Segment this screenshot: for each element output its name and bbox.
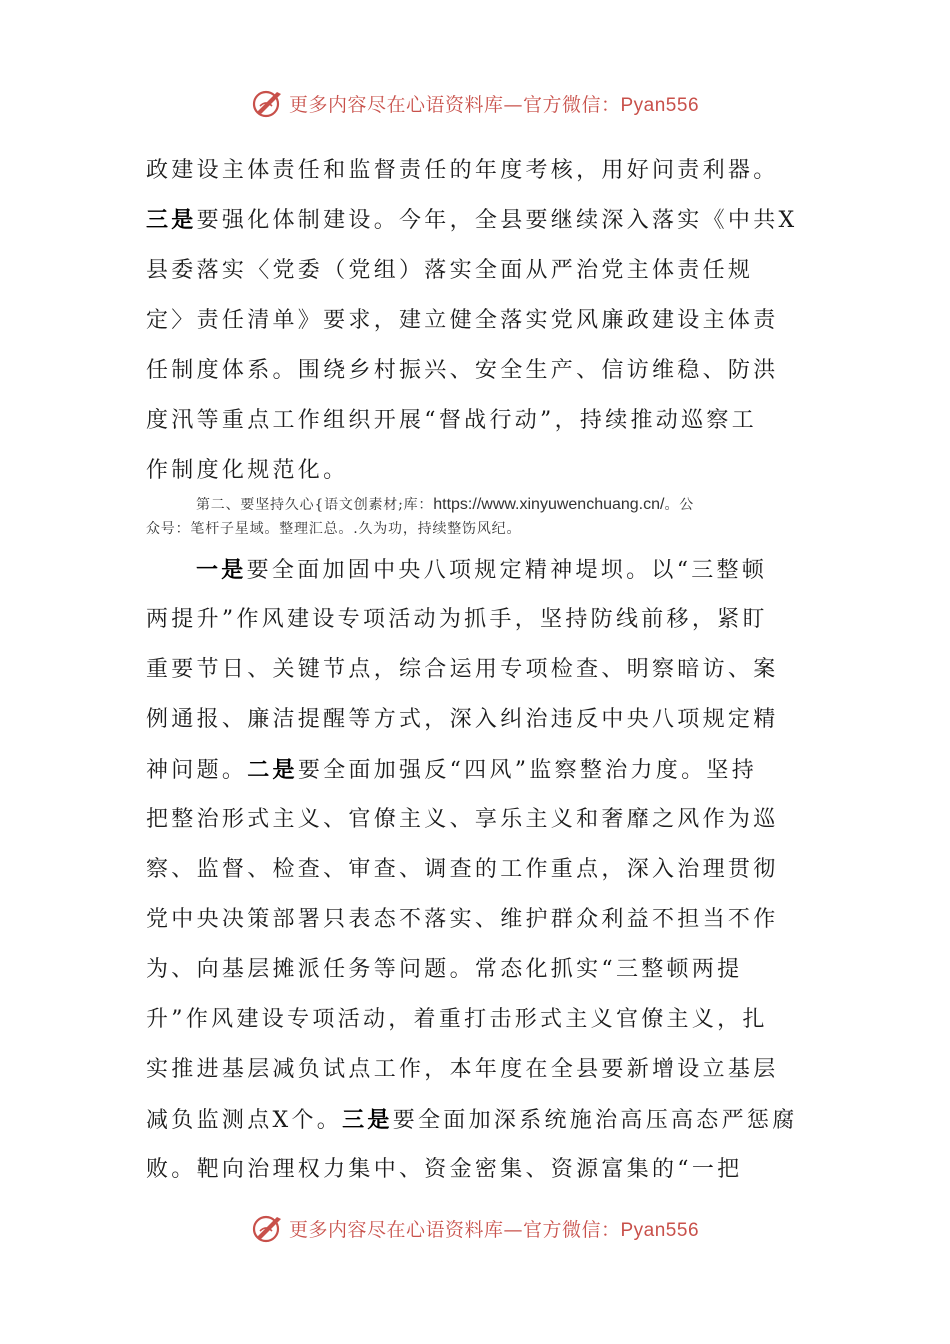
- body-line: 定〉责任清单》要求，建立健全落实党风廉政建设主体责: [146, 308, 779, 333]
- body-line: 败。靶向治理权力集中、资金密集、资源富集的“一把: [146, 1157, 743, 1182]
- header-banner: [0, 83, 950, 123]
- body-line: 把整治形式主义、官僚主义、享乐主义和奢靡之风作为巡: [146, 807, 779, 832]
- body-line: 政建设主体责任和监督责任的年度考核，用好问责利器。: [146, 158, 779, 183]
- body-line: 县委落实〈党委（党组）落实全面从严治党主体责任规: [146, 258, 754, 283]
- banner-text: 更多内容尽在心语资料库—官方微信：Pyan556: [288, 1218, 700, 1241]
- pen-logo-icon: [251, 86, 285, 120]
- body-line: 任制度体系。围绕乡村振兴、安全生产、信访维稳、防洪: [146, 358, 779, 383]
- body-line: 党中央决策部署只表态不落实、维护群众利益不担当不作: [146, 907, 779, 932]
- body-line: 度汛等重点工作组织开展“督战行动”，持续推动巡察工: [146, 408, 757, 433]
- body-line: 两提升”作风建设专项活动为抓手，坚持防线前移，紧盯: [146, 607, 768, 632]
- footer-banner: [0, 1208, 950, 1248]
- body-line: 三是要强化体制建设。今年，全县要继续深入落实《中共X: [146, 207, 798, 233]
- body-line: 升”作风建设专项活动，着重打击形式主义官僚主义，扎: [146, 1007, 768, 1032]
- body-line: 实推进基层减负试点工作，本年度在全县要新增设立基层: [146, 1057, 779, 1082]
- body-line: 减负监测点X个。三是要全面加深系统施治高压高态严惩腐: [146, 1107, 798, 1133]
- wechat-id: Pyan556: [620, 1219, 700, 1241]
- body-line: 为、向基层摊派任务等问题。常态化抓实“三整顿两提: [146, 957, 743, 982]
- body-line: 一是要全面加固中央八项规定精神堤坝。以“三整顿: [196, 557, 768, 583]
- banner-text: 更多内容尽在心语资料库—官方微信：Pyan556: [288, 93, 700, 116]
- pen-logo-icon: [251, 1211, 285, 1245]
- body-line: 作制度化规范化。: [146, 458, 349, 483]
- note-line: 众号：笔杆子星域。整理汇总。.久为功，持续整饬风纪。: [146, 521, 522, 537]
- source-url: https://www.xinyuwenchuang.cn/: [433, 496, 665, 513]
- body-line: 神问题。二是要全面加强反“四风”监察整治力度。坚持: [146, 757, 758, 783]
- body-line: 察、监督、检查、审查、调查的工作重点，深入治理贯彻: [146, 857, 779, 882]
- note-line: 第二、要坚持久心{语文创素材;库：https://www.xinyuwenchuang.cn/。公: [196, 496, 695, 513]
- wechat-id: Pyan556: [620, 94, 700, 116]
- body-line: 例通报、廉洁提醒等方式，深入纠治违反中央八项规定精: [146, 707, 779, 732]
- body-line: 重要节日、关键节点，综合运用专项检查、明察暗访、案: [146, 657, 779, 682]
